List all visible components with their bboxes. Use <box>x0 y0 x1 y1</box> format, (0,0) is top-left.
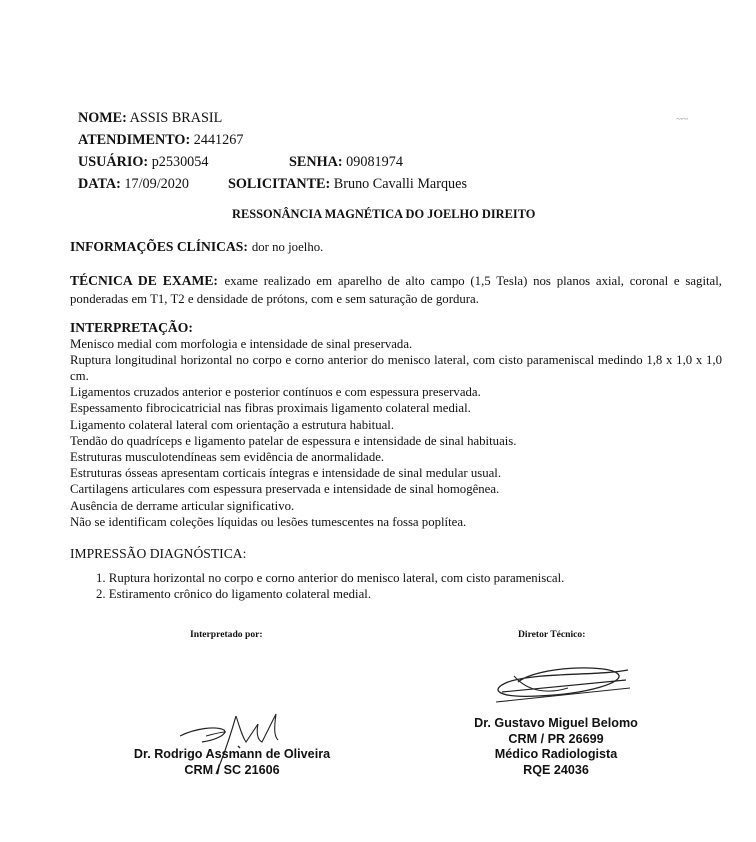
atendimento-label: ATENDIMENTO: <box>78 132 191 148</box>
interpretation <box>70 320 722 530</box>
impression-item: 1. Ruptura horizontal no corpo e corno anterior do menisco lateral, com cisto parameniscal. <box>96 571 565 585</box>
atendimento-value: 2441267 <box>193 132 244 148</box>
interp-line: Tendão do quadríceps e ligamento patelar de espessura e intensidade de sinal habituais. <box>70 433 517 448</box>
technique-text: exame realizado em aparelho de alto campo (1,5 Tesla) nos planos axial, coronal e sagital, ponderadas em T1, T2 e densidade de prótons, com e sem saturação de gordura. <box>70 274 722 306</box>
interp-line: Cartilagens articulares com espessura preservada e intensidade de sinal homogênea. <box>70 482 500 497</box>
director-role: Médico Radiologista <box>494 747 618 761</box>
clinical-info <box>70 238 323 256</box>
clinical-text: dor no joelho. <box>251 240 324 254</box>
atendimento-row <box>78 132 243 148</box>
interp-line: Estruturas ósseas apresentam corticais íntegras e intensidade de sinal medular usual. <box>70 466 502 481</box>
interp-line: Ligamento colateral lateral com orientação a estrutura habitual. <box>70 417 395 432</box>
solicitante-label: SOLICITANTE: <box>228 176 331 192</box>
usuario-label: USUÁRIO: <box>78 154 149 170</box>
impression-label: IMPRESSÃO DIAGNÓSTICA: <box>70 546 247 561</box>
corner-mark: ~·~· <box>676 114 688 124</box>
director-crm: CRM / PR 26699 <box>508 731 604 746</box>
data-row <box>78 176 189 192</box>
interp-line: Espessamento fibrocicatricial nas fibras proximais ligamento colateral medial. <box>70 401 471 416</box>
right-signature-drawing <box>478 658 638 712</box>
interp-line: Não se identificam coleções líquidas ou lesões tumescentes na fossa poplítea. <box>70 514 467 529</box>
interp-line: Ligamentos cruzados anterior e posterior contínuos e com espessura preservada. <box>70 385 481 400</box>
nome-label: NOME: <box>78 110 127 126</box>
exam-title: RESSONÂNCIA MAGNÉTICA DO JOELHO DIREITO <box>232 207 536 221</box>
impression-list <box>96 570 564 602</box>
interp-line: Menisco medial com morfologia e intensidade de sinal preservada. <box>70 336 413 351</box>
nome-value: ASSIS BRASIL <box>129 110 223 126</box>
usuario-row <box>78 154 208 170</box>
left-signature-block <box>116 747 348 778</box>
interpreted-by-label: Interpretado por: <box>190 629 263 640</box>
technique-label: TÉCNICA DE EXAME: <box>70 273 218 288</box>
senha-row <box>289 154 403 170</box>
impression-item: 2. Estiramento crônico do ligamento colateral medial. <box>96 587 372 602</box>
right-signature-block <box>456 716 656 778</box>
usuario-value: p2530054 <box>151 154 209 170</box>
interp-line: Estruturas musculotendíneas sem evidência de anormalidade. <box>70 450 385 465</box>
patient-name-row <box>78 110 222 126</box>
data-value: 17/09/2020 <box>124 176 190 192</box>
technique <box>70 272 722 308</box>
interpreter-name: Dr. Rodrigo Assmann de Oliveira <box>133 747 331 761</box>
director-name: Dr. Gustavo Miguel Belomo <box>474 716 638 730</box>
data-label: DATA: <box>78 176 121 192</box>
solicitante-row <box>228 176 467 192</box>
clinical-label: INFORMAÇÕES CLÍNICAS: <box>70 239 248 254</box>
senha-value: 09081974 <box>346 154 403 170</box>
technical-director-label: Diretor Técnico: <box>518 629 586 640</box>
interp-line: Ausência de derrame articular significativo. <box>70 498 295 513</box>
senha-label: SENHA: <box>289 154 343 170</box>
director-rqe: RQE 24036 <box>523 762 589 777</box>
interp-line: Ruptura longitudinal horizontal no corpo e corno anterior do menisco lateral, com cisto parameniscal medindo 1,8 x 1,0 x 1,0 cm. <box>70 352 722 383</box>
solicitante-value: Bruno Cavalli Marques <box>333 176 467 192</box>
interpretation-label: INTERPRETAÇÃO: <box>70 320 193 335</box>
interpreter-crm: CRM / SC 21606 <box>184 762 280 777</box>
